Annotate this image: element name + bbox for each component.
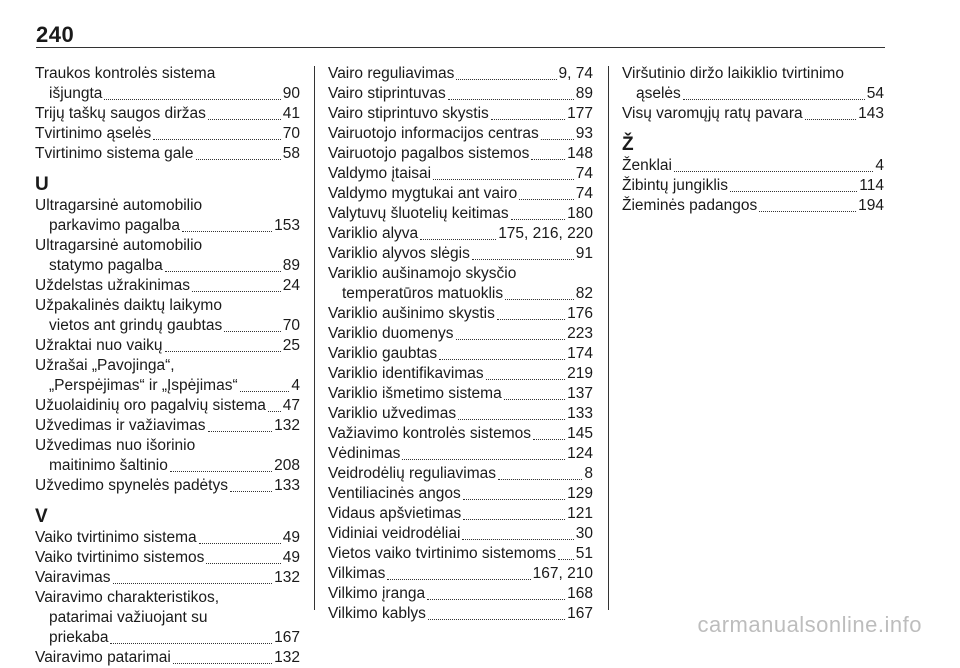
dot-leader <box>531 158 565 160</box>
index-entry-page: 153 <box>274 217 300 234</box>
index-entry <box>328 424 593 444</box>
index-entry-term: Variklio užvedimas <box>328 405 457 422</box>
index-entry-term: Užuolaidinių oro pagalvių sistema <box>35 397 266 414</box>
index-entry-term: Variklio duomenys <box>328 325 454 342</box>
index-entry-term: Vilkimo kablys <box>328 605 426 622</box>
dot-leader <box>427 598 565 600</box>
dot-leader <box>199 542 281 544</box>
index-entry-page: 223 <box>567 325 593 342</box>
dot-leader <box>456 338 566 340</box>
index-entry <box>328 124 593 144</box>
index-entry <box>622 196 884 216</box>
index-entry-term: Visų varomųjų ratų pavara <box>622 105 803 122</box>
dot-leader <box>486 378 565 380</box>
index-entry-term: Vidiniai veidrodėliai <box>328 525 461 542</box>
index-entry-page: 132 <box>274 569 300 586</box>
index-entry-term: Variklio išmetimo sistema <box>328 385 502 402</box>
index-entry-term: maitinimo šaltinio <box>49 457 168 474</box>
dot-leader <box>420 238 496 240</box>
index-entry-page: 143 <box>858 105 884 122</box>
index-entry <box>328 164 593 184</box>
dot-leader <box>458 418 565 420</box>
index-entry-page: 219 <box>567 365 593 382</box>
index-entry <box>35 316 300 336</box>
index-entry-page: 177 <box>567 105 593 122</box>
index-entry <box>328 564 593 584</box>
index-entry-term: Vaiko tvirtinimo sistemos <box>35 549 205 566</box>
dot-leader <box>387 578 530 580</box>
index-entry <box>35 124 300 144</box>
index-entry-page: 70 <box>282 125 300 142</box>
index-entry <box>328 464 593 484</box>
index-entry-page: 51 <box>575 545 593 562</box>
dot-leader <box>472 258 574 260</box>
index-entry-page: 124 <box>567 445 593 462</box>
dot-leader <box>433 178 574 180</box>
dot-leader <box>497 318 565 320</box>
index-entry-term: Vaiko tvirtinimo sistema <box>35 529 197 546</box>
dot-leader <box>519 198 574 200</box>
index-entry-term: Žibintų jungiklis <box>622 177 728 194</box>
index-entry-page: 132 <box>274 417 300 434</box>
index-entry-term: Trijų taškų saugos diržas <box>35 105 206 122</box>
index-entry-page: 49 <box>282 529 300 546</box>
dot-leader <box>170 470 272 472</box>
index-entry-page: 4 <box>291 377 300 394</box>
index-entry-term: Ventiliacinės angos <box>328 485 461 502</box>
index-entry <box>328 384 593 404</box>
index-column-2 <box>328 64 593 624</box>
index-entry-term: Vairuotojo informacijos centras <box>328 125 539 142</box>
dot-leader <box>805 118 856 120</box>
column-divider <box>314 66 315 610</box>
index-entry-page: 49 <box>282 549 300 566</box>
index-entry <box>328 64 593 84</box>
dot-leader <box>463 518 565 520</box>
index-entry-term: Vilkimo įranga <box>328 585 426 602</box>
page-number: 240 <box>36 22 75 47</box>
dot-leader <box>505 298 574 300</box>
index-entry <box>328 84 593 104</box>
dot-leader <box>674 170 873 172</box>
index-entry-term: Valytuvų šluotelių keitimas <box>328 205 509 222</box>
index-entry-page: 41 <box>282 105 300 122</box>
index-entry-page: 74 <box>575 165 593 182</box>
index-entry-term: Variklio gaubtas <box>328 345 438 362</box>
index-heading-line: Traukos kontrolės sistema <box>35 65 216 82</box>
index-entry-term: Žieminės padangos <box>622 197 758 214</box>
index-entry-page: 129 <box>567 485 593 502</box>
index-entry-page: 137 <box>567 385 593 402</box>
index-entry-page: 24 <box>282 277 300 294</box>
index-entry <box>35 104 300 124</box>
index-entry <box>328 344 593 364</box>
dot-leader <box>165 350 281 352</box>
dot-leader <box>165 270 281 272</box>
index-entry-term: Valdymo įtaisai <box>328 165 432 182</box>
index-entry <box>328 104 593 124</box>
index-entry <box>622 156 884 176</box>
index-entry <box>328 524 593 544</box>
index-entry <box>328 504 593 524</box>
index-entry-term: Ženklai <box>622 157 672 174</box>
index-heading-line: Užvedimas nuo išorinio <box>35 437 196 454</box>
index-entry <box>35 376 300 396</box>
index-entry <box>35 276 300 296</box>
index-entry-page: 167 <box>567 605 593 622</box>
index-entry <box>35 144 300 164</box>
index-heading-line: Ultragarsinė automobilio <box>35 197 203 214</box>
dot-leader <box>153 138 280 140</box>
dot-leader <box>683 98 865 100</box>
index-entry-term: Variklio identifikavimas <box>328 365 484 382</box>
index-entry-page: 174 <box>567 345 593 362</box>
dot-leader <box>491 118 565 120</box>
index-entry-term: Veidrodėlių reguliavimas <box>328 465 497 482</box>
index-entry-page: 167 <box>274 629 300 646</box>
dot-leader <box>110 642 272 644</box>
index-entry-page: 148 <box>567 145 593 162</box>
index-entry-page: 9, 74 <box>558 65 593 82</box>
index-entry-term: Uždelstas užrakinimas <box>35 277 191 294</box>
dot-leader <box>448 98 574 100</box>
dot-leader <box>240 390 290 392</box>
dot-leader <box>533 438 565 440</box>
index-entry-term: temperatūros matuoklis <box>342 285 504 302</box>
index-heading-line: Užrašai „Pavojinga“, <box>35 357 175 374</box>
index-entry-term: Variklio aušinimo skystis <box>328 305 495 322</box>
index-entry-term: Vėdinimas <box>328 445 401 462</box>
index-entry-page: 58 <box>282 145 300 162</box>
index-entry-term: Valdymo mygtukai ant vairo <box>328 185 518 202</box>
index-entry-page: 82 <box>575 285 593 302</box>
index-entry <box>328 324 593 344</box>
index-heading-line: Ultragarsinė automobilio <box>35 237 203 254</box>
index-entry <box>328 544 593 564</box>
index-entry-term: Vietos vaiko tvirtinimo sistemoms <box>328 545 556 562</box>
index-entry <box>35 336 300 356</box>
index-entry-term: Vairo stiprintuvas <box>328 85 446 102</box>
index-entry-term: Vairuotojo pagalbos sistemos <box>328 145 530 162</box>
index-entry <box>328 484 593 504</box>
index-entry <box>35 216 300 236</box>
index-heading-line: Variklio aušinamojo skysčio <box>328 265 517 282</box>
index-entry-page: 132 <box>274 649 300 666</box>
column-divider <box>608 66 609 610</box>
index-entry-page: 91 <box>575 245 593 262</box>
index-entry <box>328 284 593 304</box>
index-entry-page: 90 <box>282 85 300 102</box>
index-heading-line: Viršutinio diržo laikiklio tvirtinimo <box>622 65 844 82</box>
index-entry-term: Užvedimo spynelės padėtys <box>35 477 228 494</box>
watermark: carmanualsonline.info <box>697 612 922 637</box>
index-entry-term: Tvirtinimo ąselės <box>35 125 152 142</box>
dot-leader <box>511 218 565 220</box>
index-entry-term: Važiavimo kontrolės sistemos <box>328 425 532 442</box>
dot-leader <box>428 618 565 620</box>
index-entry <box>328 244 593 264</box>
index-entry-term: išjungta <box>49 85 103 102</box>
index-entry <box>328 604 593 624</box>
dot-leader <box>196 158 281 160</box>
index-entry-page: 89 <box>282 257 300 274</box>
dot-leader <box>462 538 573 540</box>
index-entry-term: ąselės <box>636 85 681 102</box>
index-entry-term: parkavimo pagalba <box>49 217 180 234</box>
index-entry-term: priekaba <box>49 629 109 646</box>
index-entry-term: Užvedimas ir važiavimas <box>35 417 206 434</box>
dot-leader <box>173 662 272 664</box>
section-letter: Ž <box>622 134 634 155</box>
index-entry-term: Vairavimas <box>35 569 111 586</box>
dot-leader <box>730 190 857 192</box>
index-entry <box>328 584 593 604</box>
dot-leader <box>182 230 272 232</box>
index-entry-term: Vairavimo patarimai <box>35 649 171 666</box>
index-entry <box>35 456 300 476</box>
dot-leader <box>504 398 565 400</box>
dot-leader <box>206 562 280 564</box>
index-entry-page: 121 <box>567 505 593 522</box>
section-letter: U <box>35 174 49 195</box>
index-entry <box>35 476 300 496</box>
index-entry <box>328 364 593 384</box>
index-entry <box>328 224 593 244</box>
index-entry <box>622 104 884 124</box>
index-entry-term: Vidaus apšvietimas <box>328 505 462 522</box>
index-entry-page: 70 <box>282 317 300 334</box>
dot-leader <box>224 330 281 332</box>
dot-leader <box>558 558 574 560</box>
index-entry-term: vietos ant grindų gaubtas <box>49 317 223 334</box>
index-entry <box>35 396 300 416</box>
index-entry-page: 89 <box>575 85 593 102</box>
index-entry <box>328 304 593 324</box>
dot-leader <box>230 490 272 492</box>
dot-leader <box>541 138 574 140</box>
index-entry-page: 168 <box>567 585 593 602</box>
index-entry-page: 30 <box>575 525 593 542</box>
index-column-1 <box>35 64 300 668</box>
index-entry-page: 145 <box>567 425 593 442</box>
index-entry <box>35 548 300 568</box>
dot-leader <box>463 498 565 500</box>
index-entry <box>35 256 300 276</box>
index-entry-page: 208 <box>274 457 300 474</box>
index-entry <box>35 84 300 104</box>
index-entry-term: Užraktai nuo vaikų <box>35 337 163 354</box>
section-letter: V <box>35 506 48 527</box>
index-entry <box>35 528 300 548</box>
dot-leader <box>104 98 280 100</box>
index-heading-line: Vairavimo charakteristikos, <box>35 589 220 606</box>
index-entry-term: Variklio alyva <box>328 225 419 242</box>
dot-leader <box>456 78 556 80</box>
index-entry-page: 4 <box>875 157 884 174</box>
index-entry <box>328 404 593 424</box>
dot-leader <box>402 458 565 460</box>
index-entry-term: „Perspėjimas“ ir „Įspėjimas“ <box>49 377 238 394</box>
dot-leader <box>208 430 273 432</box>
index-entry-page: 175, 216, 220 <box>498 225 593 242</box>
index-entry <box>35 568 300 588</box>
index-heading-line: Užpakalinės daiktų laikymo <box>35 297 222 314</box>
index-entry-page: 133 <box>567 405 593 422</box>
index-entry <box>622 84 884 104</box>
index-entry-page: 8 <box>584 465 593 482</box>
dot-leader <box>498 478 582 480</box>
index-entry <box>328 144 593 164</box>
index-entry <box>328 204 593 224</box>
index-entry <box>35 648 300 668</box>
index-entry-term: Variklio alyvos slėgis <box>328 245 470 262</box>
index-entry-page: 114 <box>859 177 884 194</box>
dot-leader <box>192 290 281 292</box>
index-entry-page: 133 <box>274 477 300 494</box>
dot-leader <box>208 118 281 120</box>
index-entry <box>328 444 593 464</box>
index-entry-page: 54 <box>866 85 884 102</box>
index-entry-page: 180 <box>567 205 593 222</box>
dot-leader <box>113 582 273 584</box>
index-column-3 <box>622 64 884 216</box>
index-entry-page: 93 <box>575 125 593 142</box>
dot-leader <box>268 410 281 412</box>
index-entry-page: 74 <box>575 185 593 202</box>
index-entry <box>35 416 300 436</box>
index-entry-page: 47 <box>282 397 300 414</box>
index-entry-page: 194 <box>858 197 884 214</box>
index-heading-line: patarimai važiuojant su <box>49 609 208 626</box>
index-entry <box>35 628 300 648</box>
header-rule <box>36 47 885 48</box>
dot-leader <box>759 210 856 212</box>
index-entry-page: 167, 210 <box>532 565 593 582</box>
index-entry-term: Vairo reguliavimas <box>328 65 455 82</box>
index-entry <box>328 184 593 204</box>
index-entry-page: 25 <box>282 337 300 354</box>
index-entry-term: Tvirtinimo sistema gale <box>35 145 194 162</box>
index-entry-page: 176 <box>567 305 593 322</box>
index-entry-term: statymo pagalba <box>49 257 163 274</box>
index-entry <box>622 176 884 196</box>
index-entry-term: Vilkimas <box>328 565 386 582</box>
dot-leader <box>439 358 565 360</box>
index-entry-term: Vairo stiprintuvo skystis <box>328 105 489 122</box>
